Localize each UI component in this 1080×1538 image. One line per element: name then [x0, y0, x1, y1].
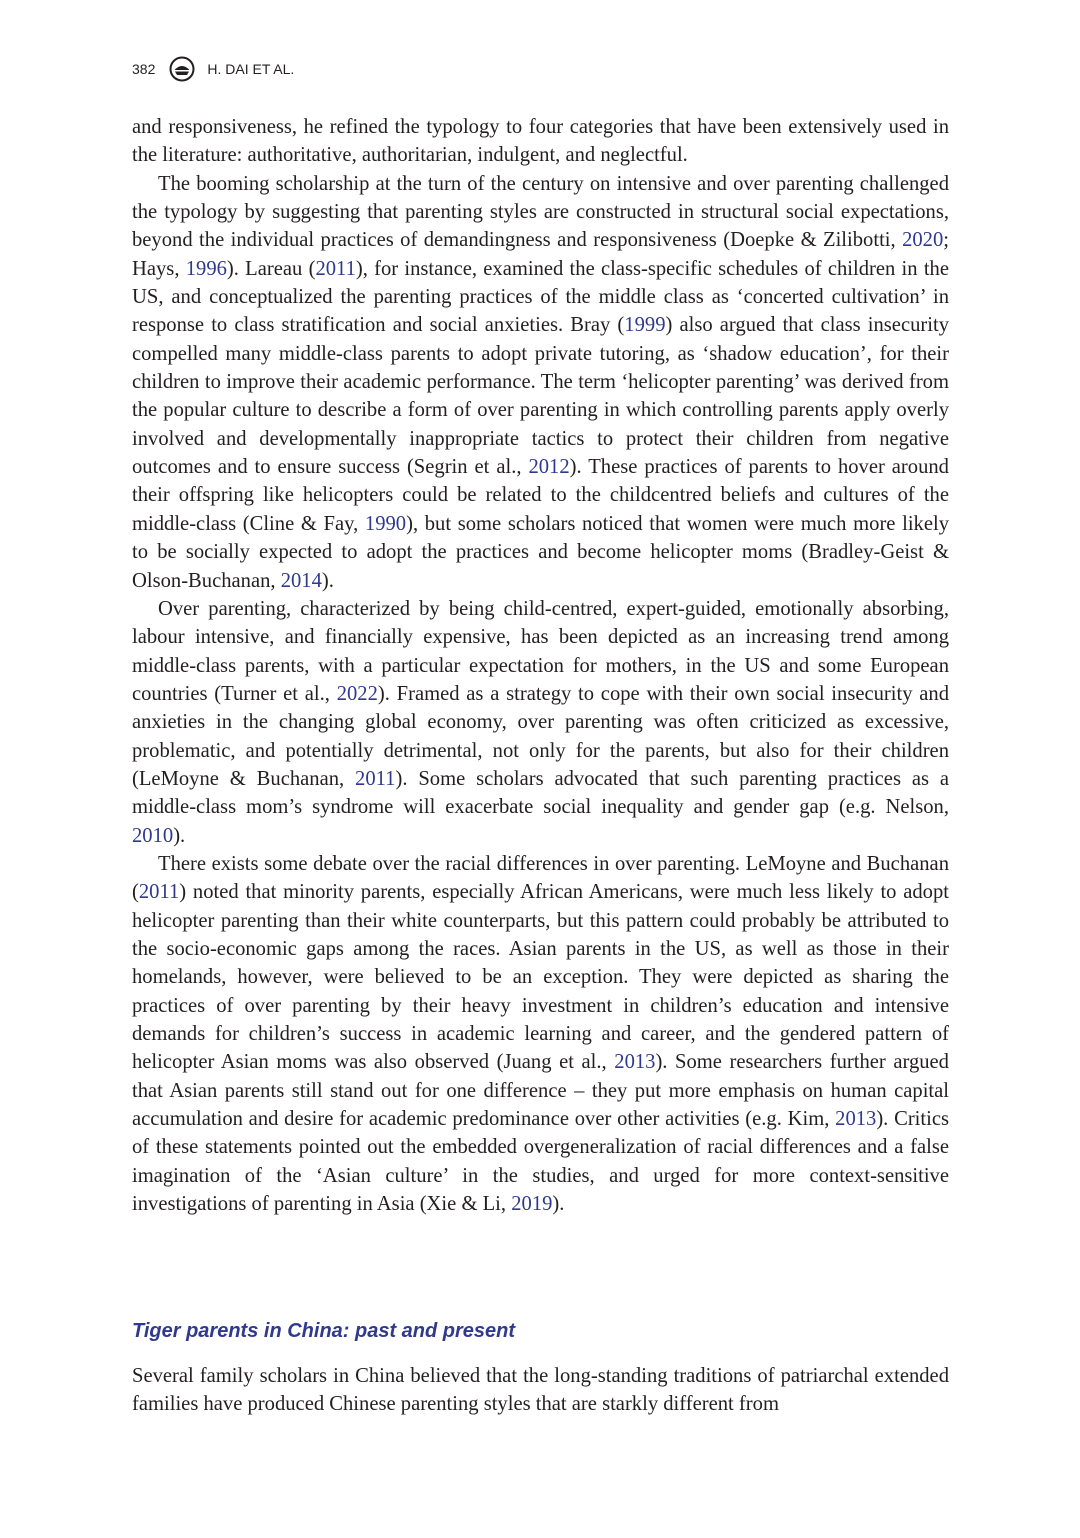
paragraph-text: and responsiveness, he refined the typology to four categories that have been extensively used in the literature: authoritative, authoritarian, indulgent, and neglectful.: [132, 116, 949, 167]
citation-year-link[interactable]: 2012: [528, 456, 570, 479]
citation-year-link[interactable]: 1999: [624, 314, 666, 337]
citation-year-link[interactable]: 2011: [355, 767, 396, 790]
paragraph-text: The booming scholarship at the turn of the century on intensive and over parenting challenged the typology by suggesting that parenting styles are constructed in structural social expectations, beyond the individual practices of demandingness and responsiveness (Doepke & Zilibotti,: [132, 172, 949, 252]
section-heading: Tiger parents in China: past and present: [132, 1320, 516, 1342]
body-paragraph: [132, 850, 949, 1218]
body-paragraph: [132, 113, 949, 170]
citation-year-link[interactable]: 2020: [902, 229, 944, 252]
citation-year-link[interactable]: 2013: [835, 1108, 877, 1131]
citation-year-link[interactable]: 2013: [614, 1051, 656, 1074]
paragraph-text: ), for instance, examined the class-specific schedules of children in the US, and conceptualized the parenting practices of the middle class as ‘concerted cultivation’ in response to class stratification and social anxieties. Bray (: [132, 257, 949, 337]
paragraph-text: There exists some debate over the racial differences in over parenting. LeMoyne and Buchanan (: [132, 852, 949, 904]
paragraph-text: ), but some scholars noticed that women were much more likely to be socially expected to adopt the practices and become helicopter moms (Bradley-Geist & Olson-Buchanan,: [132, 512, 950, 592]
paragraph-text: ).: [321, 569, 334, 592]
paragraph-text: ).: [173, 824, 186, 847]
citation-year-link[interactable]: 2022: [336, 682, 378, 705]
section-body-text: [132, 1362, 949, 1419]
paragraph-text: ). Some scholars advocated that such parenting practices as a middle-class mom’s syndrome will exacerbate social inequality and gender gap (e.g. Nelson,: [132, 767, 949, 819]
citation-year-link[interactable]: 2019: [511, 1193, 553, 1216]
paragraph-text: ).: [552, 1193, 565, 1216]
paragraph-text: ). Critics of these statements pointed out the embedded overgeneralization of racial differences and a false imagination of the ‘Asian culture’ in the studies, and urged for more context-sensitive investigations of parenting in Asia (Xie & Li,: [132, 1108, 950, 1216]
running-head-authors: H. DAI ET AL.: [207, 61, 295, 77]
citation-year-link[interactable]: 2011: [315, 257, 356, 280]
citation-year-link[interactable]: 1990: [364, 512, 407, 535]
page-number: 382: [132, 61, 156, 77]
section-paragraph: Several family scholars in China believed that the long-standing traditions of patriarchal extended families have produced Chinese parenting styles that are starkly different from: [132, 1365, 949, 1416]
paragraph-text: ; Hays,: [132, 229, 949, 280]
citation-year-link[interactable]: 1996: [185, 257, 227, 280]
paragraph-text: ) also argued that class insecurity compelled many middle-class parents to adopt private tutoring, as ‘shadow education’, for their children to improve their academic performance. The term ‘helicopter parenting’ was derived from the popular culture to describe a form of over parenting in which controlling parents apply overly involved and developmentally inappropriate tactics to protect their children from negative outcomes and to ensure success (Segrin et al.,: [132, 314, 949, 479]
paragraph-text: ). These practices of parents to hover around their offspring like helicopters could be related to the childcentred beliefs and cultures of the middle-class (Cline & Fay,: [132, 456, 949, 535]
paragraph-text: ). Some researchers further argued that Asian parents still stand out for one difference – they put more emphasis on human capital accumulation and desire for academic predominance over other activities (e.g. Kim,: [132, 1051, 949, 1131]
citation-year-link[interactable]: 2014: [280, 569, 322, 592]
paragraph-text: ). Framed as a strategy to cope with their own social insecurity and anxieties in the changing global economy, over parenting was often criticized as excessive, problematic, and potentially detrimental, not only for the parents, but also for their children (LeMoyne & Buchanan,: [132, 682, 949, 790]
publisher-logo-icon: [169, 56, 195, 82]
running-header: [132, 56, 294, 82]
paragraph-text: Over parenting, characterized by being child-centred, expert-guided, emotionally absorbing, labour intensive, and financially expensive, has been depicted as an increasing trend among middle-class parents, with a particular expectation for mothers, in the US and some European countries (Turner et al.,: [132, 597, 949, 705]
paragraph-text: ) noted that minority parents, especially African Americans, were much less likely to adopt helicopter parenting than their white counterparts, but this pattern could probably be attributed to the socio-economic gaps among the races. Asian parents in the US, as well as those in their homelands, however, were believed to be an exception. They were depicted as sharing the practices of over parenting by their heavy investment in children’s education and intensive demands for children’s success in academic learning and career, and the gendered pattern of helicopter Asian moms was also observed (Juang et al.,: [132, 881, 949, 1074]
body-paragraph: [132, 170, 949, 595]
citation-year-link[interactable]: 2011: [138, 881, 180, 904]
main-body-text: [132, 113, 949, 1218]
paragraph-text: ). Lareau (: [226, 257, 316, 280]
citation-year-link[interactable]: 2010: [132, 824, 174, 847]
body-paragraph: [132, 595, 949, 850]
